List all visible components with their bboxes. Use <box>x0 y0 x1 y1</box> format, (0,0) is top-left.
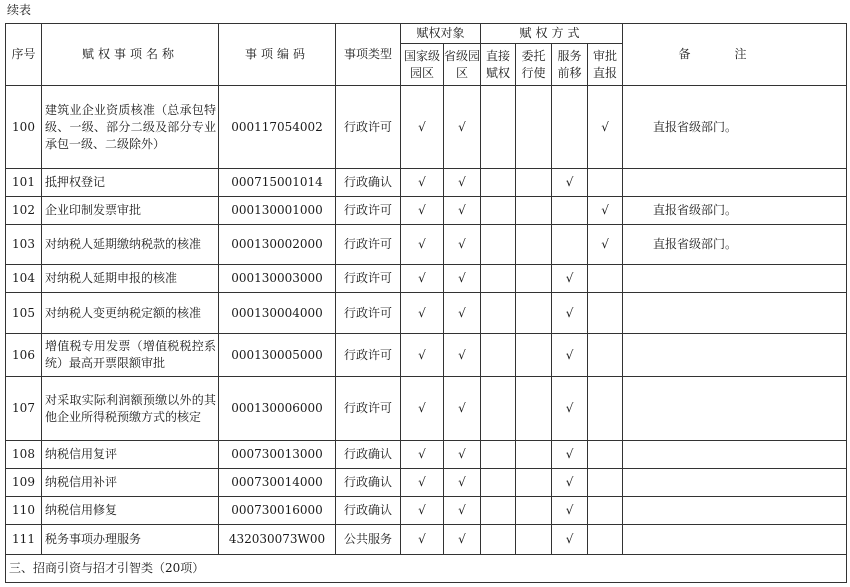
direct-grant-mark <box>481 169 516 197</box>
national-zone-mark: √ <box>401 265 444 293</box>
table-row <box>6 86 847 169</box>
entrust-mark <box>516 225 552 265</box>
provincial-zone-mark: √ <box>444 333 481 377</box>
item-name: 对纳税人延期缴纳税款的核准 <box>42 225 219 265</box>
provincial-zone-mark: √ <box>444 265 481 293</box>
table-row <box>6 293 847 333</box>
national-zone-mark: √ <box>401 169 444 197</box>
row-index: 109 <box>6 468 42 496</box>
table-row <box>6 265 847 293</box>
item-code: 000130005000 <box>219 333 336 377</box>
item-name: 对纳税人变更纳税定额的核准 <box>42 293 219 333</box>
row-index: 111 <box>6 524 42 554</box>
header-group-target: 赋权对象 <box>401 24 481 44</box>
section-heading: 三、招商引资与招才引智类（20项） <box>6 554 847 582</box>
table-row <box>6 468 847 496</box>
item-code: 000130002000 <box>219 225 336 265</box>
provincial-zone-mark: √ <box>444 440 481 468</box>
header-index: 序号 <box>6 24 42 86</box>
header-name: 赋权事项名称 <box>42 24 219 86</box>
table-row <box>6 440 847 468</box>
direct-grant-mark <box>481 496 516 524</box>
direct-grant-mark <box>481 293 516 333</box>
entrust-mark <box>516 468 552 496</box>
item-note <box>623 293 847 333</box>
item-name: 增值税专用发票（增值税税控系统）最高开票限额审批 <box>42 333 219 377</box>
row-index: 101 <box>6 169 42 197</box>
header-direct-grant: 直接赋权 <box>481 44 516 86</box>
service-forward-mark: √ <box>552 377 588 440</box>
approval-direct-mark <box>588 440 623 468</box>
national-zone-mark: √ <box>401 333 444 377</box>
item-code: 000730014000 <box>219 468 336 496</box>
table-row <box>6 333 847 377</box>
item-note: 直报省级部门。 <box>623 225 847 265</box>
table-row <box>6 496 847 524</box>
entrust-mark <box>516 265 552 293</box>
approval-direct-mark <box>588 293 623 333</box>
provincial-zone-mark: √ <box>444 468 481 496</box>
table-row <box>6 377 847 440</box>
approval-direct-mark <box>588 333 623 377</box>
item-type: 行政许可 <box>336 377 401 440</box>
item-name: 纳税信用补评 <box>42 468 219 496</box>
provincial-zone-mark: √ <box>444 377 481 440</box>
item-note <box>623 265 847 293</box>
approval-direct-mark <box>588 169 623 197</box>
item-type: 行政确认 <box>336 440 401 468</box>
national-zone-mark: √ <box>401 524 444 554</box>
header-provincial-zone: 省级园区 <box>444 44 481 86</box>
service-forward-mark: √ <box>552 524 588 554</box>
item-code: 000730013000 <box>219 440 336 468</box>
item-code: 000730016000 <box>219 496 336 524</box>
item-note <box>623 377 847 440</box>
table-row <box>6 225 847 265</box>
item-type: 行政确认 <box>336 496 401 524</box>
header-national-zone: 国家级园区 <box>401 44 444 86</box>
item-type: 行政许可 <box>336 333 401 377</box>
approval-direct-mark: √ <box>588 197 623 225</box>
item-note <box>623 524 847 554</box>
item-note <box>623 468 847 496</box>
entrust-mark <box>516 293 552 333</box>
direct-grant-mark <box>481 197 516 225</box>
service-forward-mark: √ <box>552 293 588 333</box>
item-name: 建筑业企业资质核准（总承包特级、一级、部分二级及部分专业承包一级、二级除外） <box>42 86 219 169</box>
entrust-mark <box>516 86 552 169</box>
table-caption: 续表 <box>7 3 32 17</box>
provincial-zone-mark: √ <box>444 524 481 554</box>
approval-direct-mark <box>588 524 623 554</box>
direct-grant-mark <box>481 225 516 265</box>
provincial-zone-mark: √ <box>444 197 481 225</box>
approval-direct-mark <box>588 265 623 293</box>
item-note <box>623 333 847 377</box>
direct-grant-mark <box>481 265 516 293</box>
service-forward-mark: √ <box>552 468 588 496</box>
provincial-zone-mark: √ <box>444 225 481 265</box>
item-type: 公共服务 <box>336 524 401 554</box>
national-zone-mark: √ <box>401 86 444 169</box>
direct-grant-mark <box>481 468 516 496</box>
header-type: 事项类型 <box>336 24 401 86</box>
row-index: 107 <box>6 377 42 440</box>
row-index: 104 <box>6 265 42 293</box>
item-code: 432030073W00 <box>219 524 336 554</box>
approval-direct-mark <box>588 377 623 440</box>
row-index: 106 <box>6 333 42 377</box>
approval-direct-mark <box>588 468 623 496</box>
national-zone-mark: √ <box>401 440 444 468</box>
item-type: 行政许可 <box>336 225 401 265</box>
item-note <box>623 496 847 524</box>
entrust-mark <box>516 496 552 524</box>
header-entrust: 委托行使 <box>516 44 552 86</box>
header-approval-direct: 审批直报 <box>588 44 623 86</box>
item-name: 税务事项办理服务 <box>42 524 219 554</box>
item-note: 直报省级部门。 <box>623 197 847 225</box>
item-type: 行政许可 <box>336 86 401 169</box>
entrust-mark <box>516 333 552 377</box>
entrust-mark <box>516 440 552 468</box>
item-code: 000130003000 <box>219 265 336 293</box>
row-index: 102 <box>6 197 42 225</box>
row-index: 100 <box>6 86 42 169</box>
item-code: 000130004000 <box>219 293 336 333</box>
direct-grant-mark <box>481 440 516 468</box>
service-forward-mark <box>552 197 588 225</box>
item-type: 行政确认 <box>336 468 401 496</box>
item-type: 行政确认 <box>336 169 401 197</box>
provincial-zone-mark: √ <box>444 293 481 333</box>
direct-grant-mark <box>481 377 516 440</box>
entrust-mark <box>516 197 552 225</box>
provincial-zone-mark: √ <box>444 169 481 197</box>
provincial-zone-mark: √ <box>444 86 481 169</box>
direct-grant-mark <box>481 86 516 169</box>
item-name: 抵押权登记 <box>42 169 219 197</box>
item-name: 对采取实际利润额预缴以外的其他企业所得税预缴方式的核定 <box>42 377 219 440</box>
approval-direct-mark: √ <box>588 225 623 265</box>
item-name: 纳税信用复评 <box>42 440 219 468</box>
service-forward-mark: √ <box>552 169 588 197</box>
service-forward-mark <box>552 86 588 169</box>
item-code: 000715001014 <box>219 169 336 197</box>
service-forward-mark: √ <box>552 333 588 377</box>
national-zone-mark: √ <box>401 377 444 440</box>
item-note <box>623 440 847 468</box>
entrust-mark <box>516 377 552 440</box>
approval-direct-mark <box>588 496 623 524</box>
service-forward-mark: √ <box>552 440 588 468</box>
national-zone-mark: √ <box>401 496 444 524</box>
item-type: 行政许可 <box>336 293 401 333</box>
header-group-method: 赋权方式 <box>481 24 623 44</box>
table-row <box>6 524 847 554</box>
item-code: 000130001000 <box>219 197 336 225</box>
item-note: 直报省级部门。 <box>623 86 847 169</box>
approval-direct-mark: √ <box>588 86 623 169</box>
item-code: 000130006000 <box>219 377 336 440</box>
direct-grant-mark <box>481 524 516 554</box>
service-forward-mark: √ <box>552 265 588 293</box>
entrust-mark <box>516 169 552 197</box>
national-zone-mark: √ <box>401 225 444 265</box>
table-row <box>6 197 847 225</box>
row-index: 105 <box>6 293 42 333</box>
item-type: 行政许可 <box>336 265 401 293</box>
service-forward-mark: √ <box>552 496 588 524</box>
entrust-mark <box>516 524 552 554</box>
service-forward-mark <box>552 225 588 265</box>
row-index: 108 <box>6 440 42 468</box>
national-zone-mark: √ <box>401 293 444 333</box>
header-service-forward: 服务前移 <box>552 44 588 86</box>
item-name: 纳税信用修复 <box>42 496 219 524</box>
item-note <box>623 169 847 197</box>
national-zone-mark: √ <box>401 468 444 496</box>
direct-grant-mark <box>481 333 516 377</box>
authorization-table <box>5 23 847 583</box>
item-code: 000117054002 <box>219 86 336 169</box>
header-code: 事项编码 <box>219 24 336 86</box>
provincial-zone-mark: √ <box>444 496 481 524</box>
table-row <box>6 169 847 197</box>
item-type: 行政许可 <box>336 197 401 225</box>
row-index: 103 <box>6 225 42 265</box>
item-name: 企业印制发票审批 <box>42 197 219 225</box>
header-note: 备注 <box>623 24 847 86</box>
item-name: 对纳税人延期申报的核准 <box>42 265 219 293</box>
row-index: 110 <box>6 496 42 524</box>
national-zone-mark: √ <box>401 197 444 225</box>
